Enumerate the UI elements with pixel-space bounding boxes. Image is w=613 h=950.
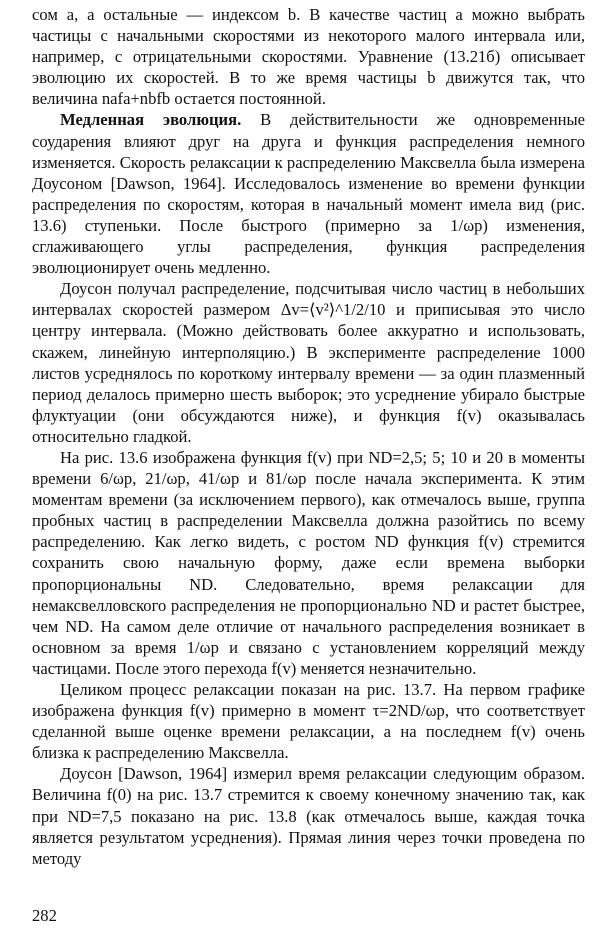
paragraph-3 [32, 278, 585, 447]
paragraph-6 [32, 763, 585, 868]
paragraph-3-text: Доусон получал распределение, подсчитывая число частиц в небольших интервалах скоростей размером Δv=⟨v²⟩^1/2/10 и приписывая это число центру интервала. (Можно действовать более аккуратно и использовать, скажем, линейную интерполяцию.) В эксперименте распределение 1000 листов усреднялось по короткому интервалу времени — за один плазменный период делалось примерно шесть выборок; это усреднение убирало быстрые флуктуации (они обсуждаются ниже), и функция f(v) оказывалась относительно гладкой. [32, 279, 585, 446]
paragraph-4-text: На рис. 13.6 изображена функция f(v) при ND=2,5; 5; 10 и 20 в моменты времени 6/ωp, 21/ωp, 41/ωp и 81/ωp после начала эксперимента. К этим моментам времени (за исключением первого), как отмечалось выше, группа пробных частиц в распределении Максвелла должна разойтись по всему распределению. Как легко видеть, с ростом ND функция f(v) стремится сохранить свою начальную форму, даже если времена выборки пропорциональны ND. Следовательно, время релаксации для немаксвелловского распределения не пропорционально ND и растет быстрее, чем ND. На самом деле отличие от начального распределения возникает в основном за время 1/ωp и связано с установлением корреляций между частицами. После этого перехода f(v) меняется незначительно. [32, 447, 585, 678]
section-heading: Медленная эволюция. [60, 110, 242, 130]
paragraph-2-text: В действительности же одновременные соударения влияют друг на друга и функция распределения немного изменяется. Скорость релаксации к распределению Максвелла была измерена Доусоном [Dawson, 1964]. Исследовалось изменение во времени функции распределения по скоростям, которая в начальный момент имела вид (рис. 13.6) ступеньки. После быстрого (примерно за 1/ωp) изменения, сглаживающего углы распределения, функция распределения эволюционирует очень медленно. [32, 110, 585, 278]
page-number: 282 [32, 906, 57, 925]
paragraph-4 [32, 447, 585, 679]
paragraph-5 [32, 679, 585, 763]
paragraph-1-text: сом a, а остальные — индексом b. В качестве частиц a можно выбрать частицы с начальными скоростями из некоторого малого интервала или, например, с отрицательными скоростями. Уравнение (13.21б) описывает эволюцию их скоростей. В то же время частицы b движутся так, что величина nafa+nbfb остается постоянной. [32, 5, 585, 109]
paragraph-5-text: Целиком процесс релаксации показан на рис. 13.7. На первом графике изображена функция f(v) примерно в момент τ=2ND/ωp, что соответствует сделанной выше оценке времени релаксации, а на последнем f(v) очень близка к распределению Максвелла. [32, 680, 585, 763]
paragraph-2 [32, 109, 585, 278]
paragraph-6-text: Доусон [Dawson, 1964] измерил время релаксации следующим образом. Величина f(0) на рис. 13.7 стремится к своему конечному значению так, как при ND=7,5 показано на рис. 13.8 (как отмечалось выше, каждая точка является результатом усреднения). Прямая линия через точки проведена по методу [32, 764, 585, 868]
paragraph-1 [32, 4, 585, 109]
